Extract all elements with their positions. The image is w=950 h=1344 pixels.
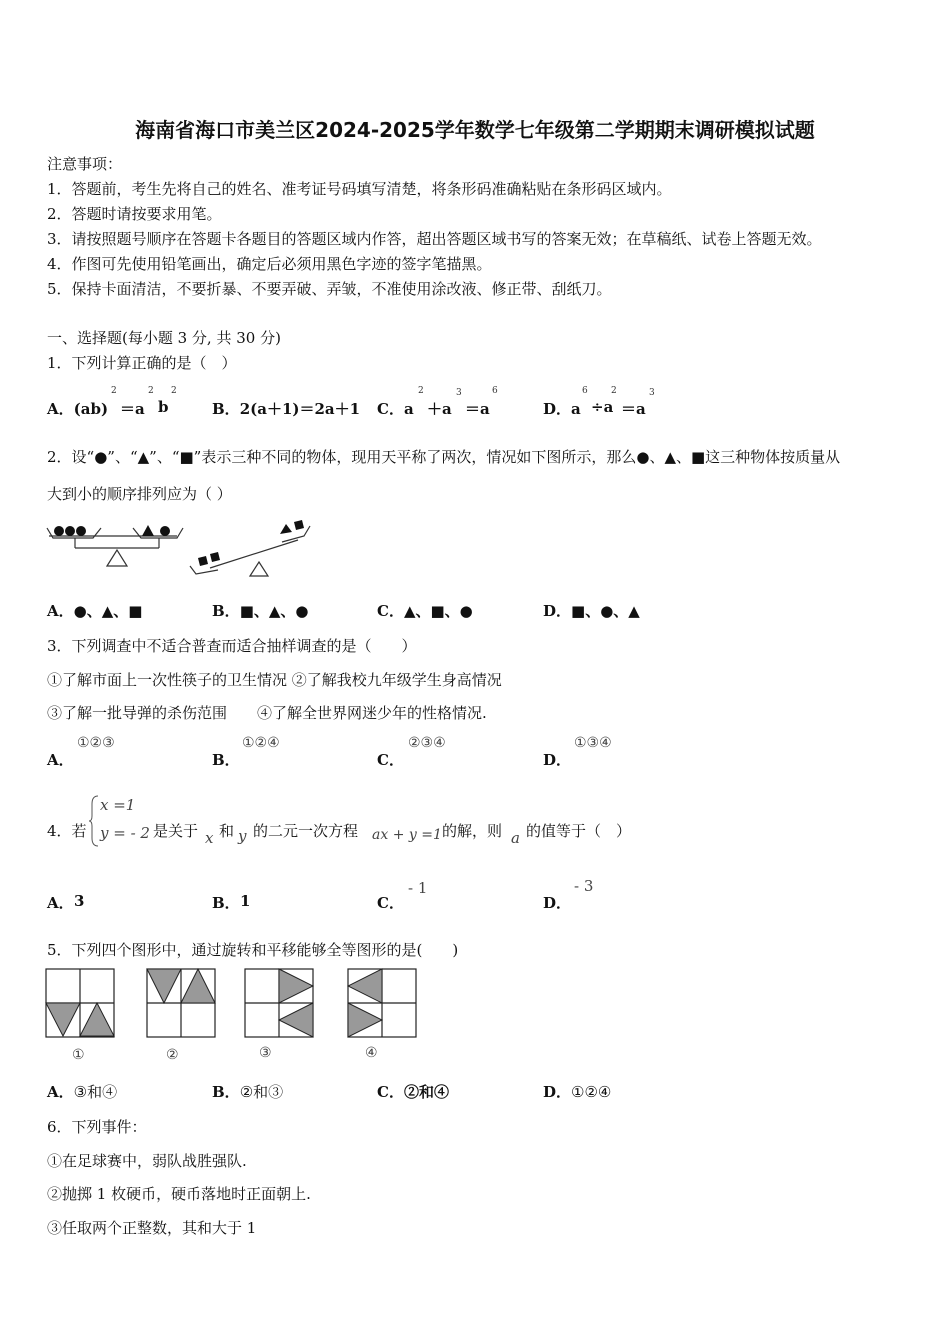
q4-var-a: a [511,829,520,847]
q5-figure-label: ④ [365,1045,378,1061]
q1-option-c [377,398,414,419]
q5-d-label: D． [543,1083,572,1101]
question-5-stem: 5．下列四个图形中，通过旋转和平移能够全等图形的是( ) [47,941,459,959]
q3-d-label: D． [543,751,572,769]
q5-figure-label: ③ [259,1045,272,1061]
q1-c-text: a [403,400,414,418]
notes-item: 2．答题时请按要求用笔。 [47,205,222,223]
notes-item: 5．保持卡面清洁，不要折暴、不要弄破、弄皱，不准使用涂改液、修正带、刮纸刀。 [47,280,612,298]
q5-option-a [47,1081,117,1102]
page-title: 海南省海口市美兰区2024-2025学年数学七年级第二学期期末调研模拟试题 [135,118,815,142]
q1-option-b [212,398,360,419]
q5-a-label: A． [47,1083,74,1101]
q2-option-c [377,600,473,621]
question-3-stem: 3．下列调查中不适合普查而适合抽样调查的是（ ） [47,637,417,655]
question-2-stem: 2．设“●”、“▲”、“■”表示三种不同的物体，现用天平称了两次，情况如下图所示，那么●、▲、■这三种物体按质量从 [47,448,841,466]
q1-c-label: C． [377,400,404,418]
q1-c-text3: ＝a [465,400,490,418]
q2-b-label: B． [212,602,240,620]
q5-c-label: C． [377,1083,404,1101]
q3-line: ①了解市面上一次性筷子的卫生情况 ②了解我校九年级学生身高情况 [47,671,502,689]
q4-b-text: 1 [240,892,251,910]
q4-eq1: x =1 [100,796,136,814]
question-6-stem: 6．下列事件： [47,1118,147,1136]
q2-d-label: D． [543,602,572,620]
q4-c-label: C． [377,894,404,912]
q3-c-label: C． [377,751,404,769]
q1-c-sup: 2 [418,386,424,396]
q5-option-b [212,1081,283,1102]
q5-figure-1 [45,968,115,1038]
q4-text: 和 [219,822,235,840]
q5-a-text: ③和④ [73,1083,118,1101]
q5-figure-3 [244,968,314,1038]
q1-a-sup: 2 [171,386,177,396]
q1-c-sup: 6 [492,386,498,396]
balance-scale-figure-2 [186,512,326,582]
q2-d-text: ■、●、▲ [571,602,640,620]
q1-c-sup: 3 [456,388,462,398]
q1-d-label: D． [543,400,572,418]
q2-a-label: A． [47,602,74,620]
q4-text: 的二元一次方程 [253,822,359,840]
q4-text: 的解，则 [442,822,503,840]
q4-text: 是关于 [153,822,199,840]
q1-a-sup: 2 [111,386,117,396]
notes-item: 4．作图可先使用铅笔画出，确定后必须用黑色字迹的签字笔描黑。 [47,255,492,273]
q5-figure-4 [347,968,417,1038]
q1-a-text: (ab) [73,400,109,418]
q1-d-sup: 3 [649,388,655,398]
q5-figure-label: ① [72,1047,85,1063]
q1-b-text: 2(a＋1)＝2a＋1 [239,400,361,418]
q1-option-a [47,398,108,419]
q4-text: 的值等于（ ） [526,822,632,840]
section-heading: 一、选择题(每小题 3 分, 共 30 分) [47,329,281,347]
q4-d-text: - 3 [574,877,594,895]
question-4-num: 4．若 [47,822,87,840]
q1-a-label: A． [47,400,74,418]
q5-b-label: B． [212,1083,240,1101]
question-1-stem: 1．下列计算正确的是（ ） [47,354,237,372]
q6-item: ②抛掷 1 枚硬币，硬币落地时正面朝上. [47,1185,311,1203]
q4-c-text: - 1 [408,879,428,897]
q2-c-text: ▲、■、● [403,602,473,620]
q4-brace [88,794,100,848]
q4-var-y: y [238,827,247,845]
q5-option-d [543,1081,611,1102]
q4-a-label: A． [47,894,74,912]
q3-c-text: ②③④ [408,735,446,751]
notes-item: 1．答题前，考生先将自己的姓名、准考证号码填写清楚，将条形码准确粘贴在条形码区域内。 [47,180,672,198]
q3-b-text: ①②④ [242,735,280,751]
q3-d-text: ①③④ [574,735,612,751]
q1-d-text2: ÷a [591,398,614,416]
q1-a-rest: ＝a [120,400,145,418]
q5-b-text: ②和③ [239,1083,284,1101]
q1-d-sup: 2 [611,386,617,396]
q5-option-c [377,1081,449,1102]
q3-a-label: A． [47,751,74,769]
q4-d-label: D． [543,894,572,912]
q2-option-a [47,600,142,621]
q1-a-sup: 2 [148,386,154,396]
q5-figure-2 [146,968,216,1038]
q3-line: ③了解一批导弹的杀伤范围 ④了解全世界网迷少年的性格情况. [47,704,487,722]
q5-d-text: ①②④ [571,1083,612,1101]
q2-b-text: ■、▲、● [239,602,309,620]
q4-eq2: y = - 2 [100,824,150,842]
notes-heading: 注意事项： [47,155,123,173]
q1-a-b: b [158,398,169,416]
q4-b-label: B． [212,894,240,912]
balance-scale-figure-1 [45,518,185,574]
q1-d-text3: ＝a [621,400,646,418]
q6-item: ③任取两个正整数，其和大于 1 [47,1219,257,1237]
q2-option-d [543,600,640,621]
notes-item: 3．请按照题号顺序在答题卡各题目的答题区域内作答，超出答题区域书写的答案无效；在草稿纸、试卷上答题无效。 [47,230,822,248]
q6-item: ①在足球赛中，弱队战胜强队. [47,1152,247,1170]
q2-option-b [212,600,308,621]
q2-c-label: C． [377,602,404,620]
q4-equation: ax + y =1 [372,827,442,843]
q4-var-x: x [205,829,214,847]
q3-b-label: B． [212,751,240,769]
q1-d-text: a [571,400,581,418]
q3-a-text: ①②③ [77,735,115,751]
q1-c-text2: ＋a [427,400,452,418]
q1-d-sup: 6 [582,386,588,396]
q5-figure-label: ② [166,1047,179,1063]
q4-a-text: 3 [74,892,85,910]
q2-a-text: ●、▲、■ [73,602,143,620]
question-2-stem-cont: 大到小的顺序排列应为（ ） [47,485,232,503]
q5-c-text: ②和④ [403,1083,449,1101]
q1-b-label: B． [212,400,240,418]
q1-option-d [543,398,581,419]
